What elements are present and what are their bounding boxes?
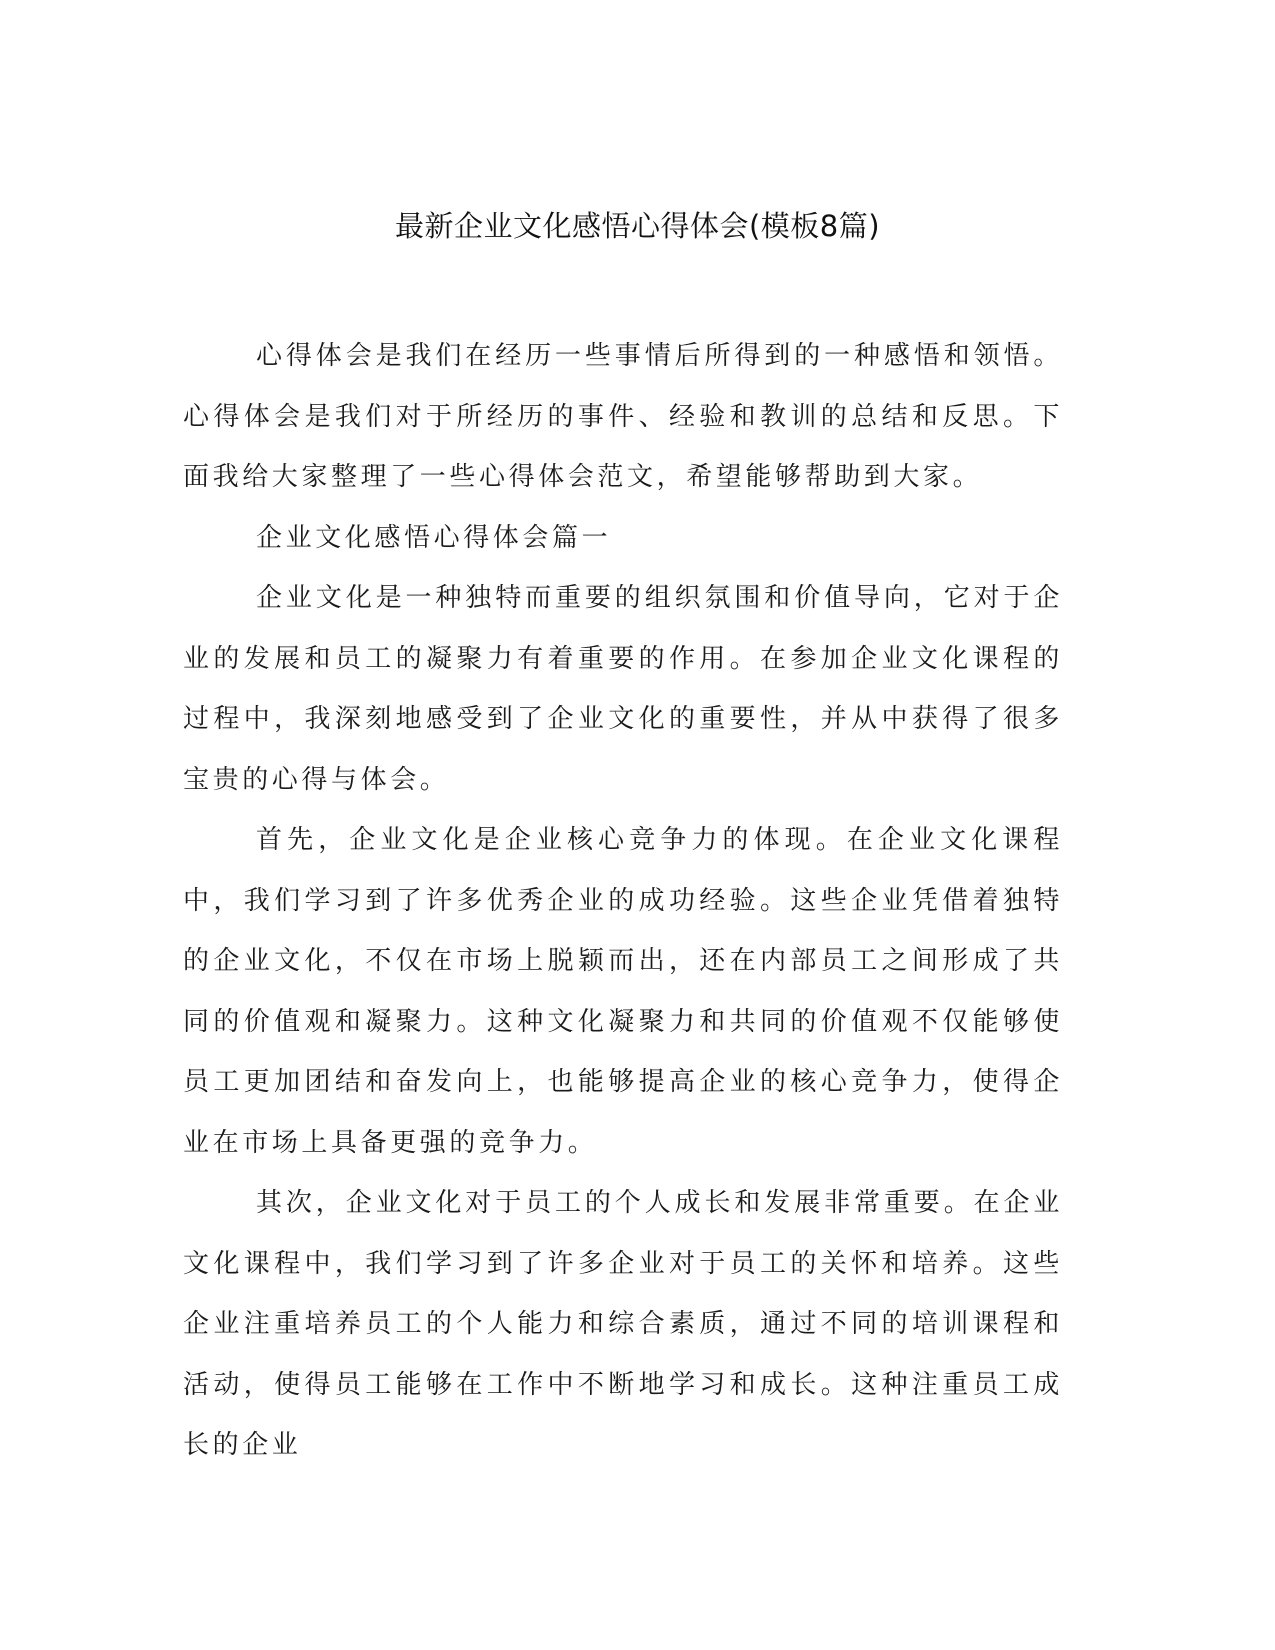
paragraph-intro: 心得体会是我们在经历一些事情后所得到的一种感悟和领悟。心得体会是我们对于所经历的事件、经验和教训的总结和反思。下面我给大家整理了一些心得体会范文，希望能够帮助到大家。 [183,341,1063,492]
section-heading: 企业文化感悟心得体会篇一 [256,522,612,553]
paragraph-body: 其次，企业文化对于员工的个人成长和发展非常重要。在企业文化课程中，我们学习到了许多企业对于员工的关怀和培养。这些企业注重培养员工的个人能力和综合素质，通过不同的培训课程和活动，使得员工能够在工作中不断地学习和成长。这种注重员工成长的企业 [183,1188,1063,1460]
document-body [183,326,1063,1476]
paragraph-body: 首先，企业文化是企业核心竞争力的体现。在企业文化课程中，我们学习到了许多优秀企业的成功经验。这些企业凭借着独特的企业文化，不仅在市场上脱颖而出，还在内部员工之间形成了共同的价值观和凝聚力。这种文化凝聚力和共同的价值观不仅能够使员工更加团结和奋发向上，也能够提高企业的核心竞争力，使得企业在市场上具备更强的竞争力。 [183,825,1063,1158]
paragraph-body: 企业文化是一种独特而重要的组织氛围和价值导向，它对于企业的发展和员工的凝聚力有着重要的作用。在参加企业文化课程的过程中，我深刻地感受到了企业文化的重要性，并从中获得了很多宝贵的心得与体会。 [183,583,1063,795]
document-title: 最新企业文化感悟心得体会(模板8篇) [394,209,881,243]
